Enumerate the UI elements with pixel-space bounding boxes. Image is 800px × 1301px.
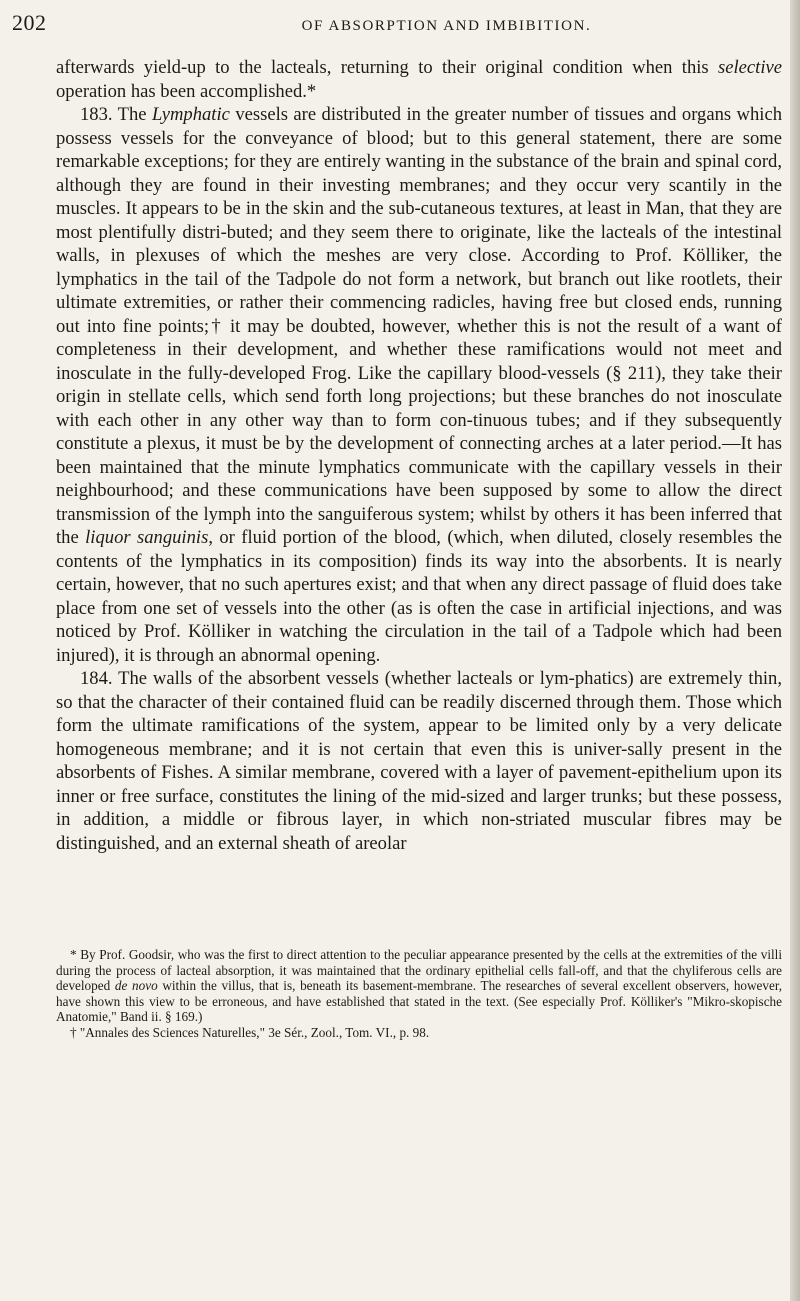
page-number: 202 (12, 10, 47, 35)
italic-text: de novo (114, 978, 158, 994)
footnote-dagger (56, 1025, 782, 1041)
book-page (12, 10, 786, 1040)
text-run: * By Prof. Goodsir, who was the first to direct attention to the peculiar appearance presented by the cells at the extremities of the villi during the process of lacteal absorption, it was maintained that the ordinary epithelial cells fall-off, and that the chyliferous cells are developed (56, 947, 782, 994)
text-run: operation has been accomplished.* (56, 80, 317, 102)
text-run: vessels are distributed in the greater number of tissues and organs which possess vessels for the conveyance of blood; but to this general statement, there are some remarkable exceptions; for they are entirely wanting in the substance of the brain and spinal cord, although they are found in their investing membranes; and they occur very scantily in the muscles. It appears to be in the skin and the sub-cutaneous textures, at least in Man, that they are most plentifully distri-buted; and they seem there to originate, like the lacteals of the intestinal walls, in plexuses of which the meshes are very close. According to Prof. Kölliker, the lymphatics in the tail of the Tadpole do not form a network, but branch out like rootlets, their ultimate extremities, or rather their commencing radicles, having free but closed ends, running out into fine points;† it may be doubted, however, whether this is not the result of a want of completeness in their development, and whether these ramifications would not meet and inosculate in the fully-developed Frog. Like the capillary blood-vessels (§ 211), they take their origin in stellate cells, which send forth long projections; but these branches do not inosculate with each other in any other way than to form con-tinuous tubes; and if they subsequently constitute a plexus, it must be by the development of connecting arches at a later period.—It has been maintained that the minute lymphatics communicate with the capillary vessels in their neighbourhood; and these communications have been supposed by some to allow the direct transmission of the lymph into the sanguiferous system; whilst by others it has been inferred that the (56, 104, 782, 548)
footnote-star (56, 947, 782, 1025)
italic-text: liquor sanguinis (85, 527, 209, 548)
running-head: OF ABSORPTION AND IMBIBITION. (301, 18, 592, 34)
text-run: 184. The walls of the absorbent vessels (whether lacteals or lym-phatics) are extremely thin, so that the character of their contained fluid can be readily discerned through them. Those which form the ultimate ramifications of the system, appear to be limited only by a very delicate homogeneous membrane; and it is not certain that even this is univer-sally present in the absorbents of Fishes. A similar membrane, covered with a layer of pavement-epithelium upon its inner or free surface, constitutes the lining of the mid-sized and larger trunks; but these possess, in addition, a middle or fibrous layer, in which non-striated muscular fibres may be distinguished, and an external sheath of areolar (56, 668, 782, 854)
paragraph-184 (56, 667, 782, 855)
page-edge-shadow (790, 0, 800, 1301)
text-run: , or fluid portion of the blood, (which, when diluted, closely resembles the contents of the lymphatics in its composition) finds its way into the absorbents. It is nearly certain, however, that no such apertures exist; and that when any direct passage of fluid does take place from one set of vessels into the other (as is often the case in artificial injections, and was noticed by Prof. Kölliker in watching the circulation in the tail of a Tadpole which had been injured), it is through an abnormal opening. (56, 527, 783, 666)
text-run: within the villus, that is, beneath its basement-membrane. The researches of several excellent observers, however, have shown this view to be erroneous, and have established that stated in the text. (See especially Prof. Kölliker's "Mikro-skopische Anatomie," Band ii. § 169.) (56, 978, 782, 1025)
page-header (12, 10, 786, 44)
paragraph-continuation (56, 56, 782, 103)
text-run: afterwards yield-up to the lacteals, returning to their original condition when this (56, 57, 718, 78)
paragraph-183 (56, 103, 782, 667)
italic-text: selective (718, 57, 782, 78)
text-run: † "Annales des Sciences Naturelles," 3e Sér., Zool., Tom. VI., p. 98. (70, 1024, 430, 1040)
text-run: 183. The (80, 104, 152, 125)
body-text (56, 56, 782, 855)
italic-text: Lymphatic (151, 104, 230, 125)
footnotes (56, 947, 782, 1041)
